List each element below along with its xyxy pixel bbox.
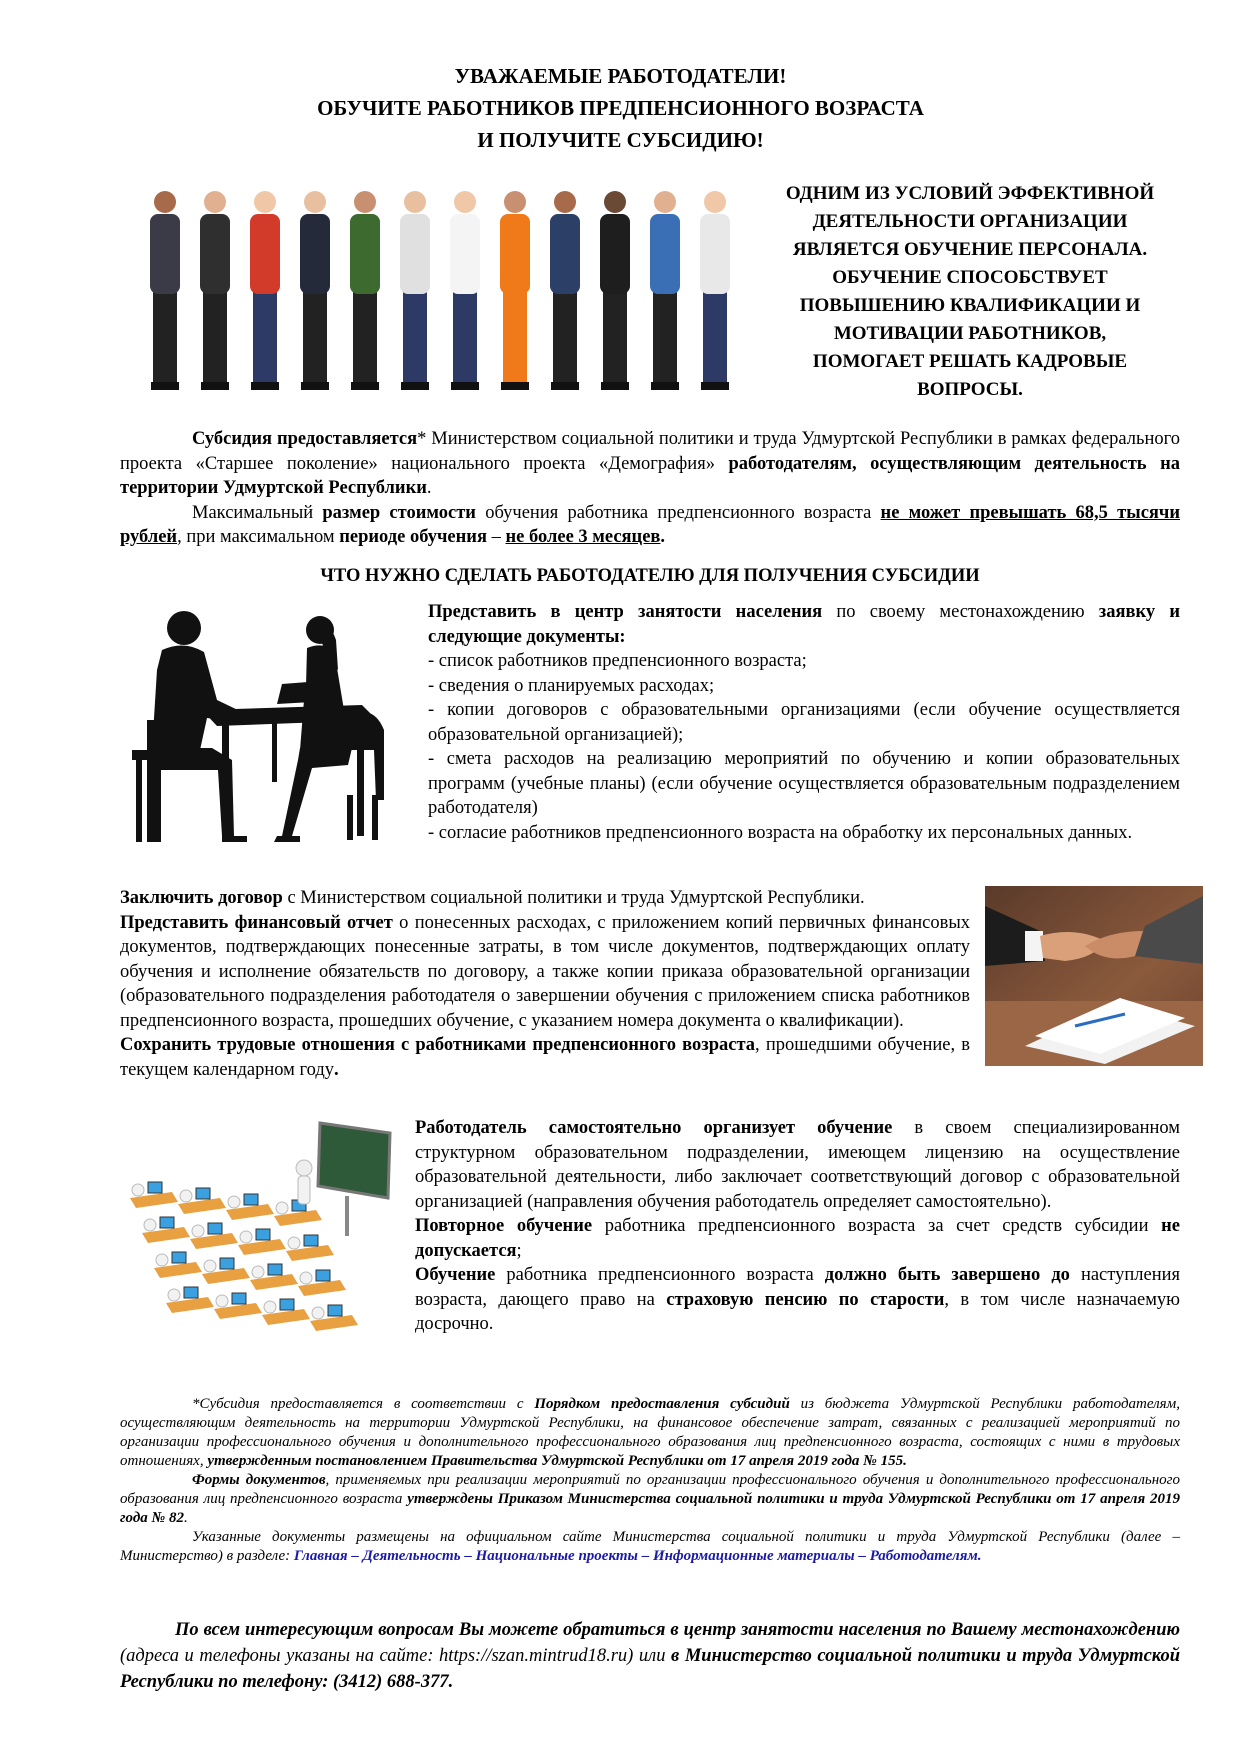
student-desk — [166, 1287, 214, 1313]
document-list-item: - смета расходов на реализацию мероприятий по обучению и копии образовательных программ (учебные планы) (если обучение осуществляется образовательным подразделением работодателя) — [428, 749, 1180, 818]
title-line-3: И ПОЛУЧИТЕ СУБСИДИЮ! — [477, 128, 764, 152]
student-desk — [274, 1200, 322, 1226]
worker-figure — [650, 191, 680, 390]
student-desk — [250, 1264, 298, 1290]
workers-group-image — [140, 180, 740, 395]
subsidy-paragraph: Субсидия предоставляется* Министерством социальной политики и труда Удмуртской Республики в рамках федерального проекта «Старшее поколение» национального проекта «Демография» работодателям, осуществляющим деятельность на территории Удмуртской Республики. Максимальный размер стоимости обучения работника предпенсионного возраста не может превышать 68,5 тысячи рублей, при максимальном периоде обучения – не более 3 месяцев. — [120, 427, 1180, 550]
document-list-item: - согласие работников предпенсионного возраста на обработку их персональных данных. — [428, 822, 1133, 843]
intro-line: ОДНИМ ИЗ УСЛОВИЙ ЭФФЕКТИВНОЙ — [785, 183, 1155, 204]
step-organize-training: Работодатель самостоятельно организует обучение в своем специализированном структурном образовательном подразделении, имеющем лицензию на осуществление образовательной деятельности, либо заключает соответствующий договор с образовательной организацией (направления обучения работодатель определяет самостоятельно). Повторное обучение работника предпенсионного возраста за счет средств субсидии не допускается; Обучение работника предпенсионного возраста должно быть завершено до наступления возраста, дающего право на страховую пенсию по старости, в том числе назначаемую досрочно. — [415, 1118, 1181, 1334]
student-desk — [130, 1182, 178, 1208]
step-contract-report: Заключить договор с Министерством социальной политики и труда Удмуртской Республики. Представить финансовый отчет о понесенных расходах, с приложением копий первичных финансовых документов, подтверждающих понесенные затраты, в том числе документов, подтверждающих оплату обучения и исполнение обязательств по договору, а также копии приказа образовательной организации (образовательного подразделения работодателя о завершении обучения с приложением списка работников предпенсионного возраста, прошедших обучение, с указанием номера документа о квалификации). Сохранить трудовые отношения с работниками предпенсионного возраста, прошедшими обучение, в текущем календарном году. — [120, 888, 971, 1080]
student-desk — [142, 1217, 190, 1243]
footnote: *Субсидия предоставляется в соответствии с Порядком предоставления субсидий из бюджета Удмуртской Республики работодателям, осуществляющим деятельность на территории Удмуртской Республики, на финансовое обеспечение затрат, связанных с реализацией мероприятий по организации профессионального обучения и дополнительного профессионального образования лиц предпенсионного возраста, состоящих с ними в трудовых отношениях, утвержденным постановлением Правительства Удмуртской Республики от 17 апреля 2019 года № 155. Формы документов, применяемых при реализации мероприятий по организации профессионального обучения и дополнительного профессионального образования лиц предпенсионного возраста утверждены Приказом Министерства социальной политики и труда Удмуртской Республики от 17 апреля 2019 года № 82. Указанные документы размещены на официальном сайте Министерства социальной политики и труда Удмуртской Республики (далее – Министерство) в разделе: Главная – Деятельность – Национальные проекты – Информационные материалы – Работодателям. — [120, 1396, 1180, 1564]
section-heading: ЧТО НУЖНО СДЕЛАТЬ РАБОТОДАТЕЛЮ ДЛЯ ПОЛУЧЕНИЯ СУБСИДИИ — [320, 566, 980, 586]
worker-figure — [350, 191, 380, 390]
document-list-item: - список работников предпенсионного возраста; — [428, 651, 807, 671]
student-desk — [154, 1252, 202, 1278]
intro-line: ЯВЛЯЕТСЯ ОБУЧЕНИЕ ПЕРСОНАЛА. — [792, 239, 1148, 260]
worker-figure — [150, 191, 180, 390]
worker-figure — [500, 191, 530, 390]
student-desk — [178, 1188, 226, 1214]
meeting-silhouette-image — [122, 600, 422, 845]
intro-line: ДЕЯТЕЛЬНОСТИ ОРГАНИЗАЦИИ — [812, 211, 1128, 232]
worker-figure — [600, 191, 630, 390]
student-desk — [190, 1223, 238, 1249]
student-desk — [310, 1305, 358, 1331]
student-desk — [214, 1293, 262, 1319]
intro-statement — [760, 180, 1180, 404]
title-line-2: ОБУЧИТЕ РАБОТНИКОВ ПРЕДПЕНСИОННОГО ВОЗРАСТА — [317, 96, 924, 120]
student-desk — [226, 1194, 274, 1220]
student-desk — [238, 1229, 286, 1255]
student-desk — [262, 1299, 310, 1325]
ministry-section-link[interactable]: Главная – Деятельность – Национальные проекты – Информационные материалы – Работодателям. — [293, 1548, 982, 1564]
document-list-item: - копии договоров с образовательными организациями (если обучение осуществляется образовательной организацией); — [428, 700, 1180, 745]
student-desk — [202, 1258, 250, 1284]
worker-figure — [300, 191, 330, 390]
contact-info: По всем интересующим вопросам Вы можете обратиться в центр занятости населения по Вашему местонахождению (адреса и телефоны указаны на сайте: https://szan.mintrud18.ru) или в Министерство социальной политики и труда Удмуртской Республики по телефону: (3412) 688-377. — [120, 1620, 1180, 1692]
student-desk — [286, 1235, 334, 1261]
worker-figure — [450, 191, 480, 390]
classroom-illustration — [120, 1118, 400, 1343]
handshake-photo — [985, 886, 1203, 1066]
worker-figure — [400, 191, 430, 390]
max-cost-paragraph: Максимальный размер стоимости обучения работника предпенсионного возраста не может превышать 68,5 тысячи рублей, при максимальном периоде обучения – не более 3 месяцев. — [120, 502, 1181, 547]
worker-figure — [250, 191, 280, 390]
student-desk — [298, 1270, 346, 1296]
intro-line: ПОВЫШЕНИЮ КВАЛИФИКАЦИИ И — [799, 295, 1141, 316]
document-list-item: - сведения о планируемых расходах; — [428, 675, 715, 696]
intro-line: ОБУЧЕНИЕ СПОСОБСТВУЕТ — [832, 267, 1108, 288]
title-line-1: УВАЖАЕМЫЕ РАБОТОДАТЕЛИ! — [454, 64, 787, 88]
intro-line: МОТИВАЦИИ РАБОТНИКОВ, — [833, 323, 1107, 344]
worker-figure — [700, 191, 730, 390]
worker-figure — [200, 191, 230, 390]
step-submit-documents: Представить в центр занятости населения по своему местонахождению заявку и следующие документы: - список работников предпенсионного возраста; - сведения о планируемых расходах; - копии договоров с образовательными организациями (если обучение осуществляется образовательной организацией); - смета расходов на реализацию мероприятий по обучению и копии образовательных программ (учебные планы) (если обучение осуществляется образовательным подразделением работодателя) - согласие работников предпенсионного возраста на обработку их персональных данных. — [428, 600, 1180, 845]
page-title — [0, 60, 1241, 156]
worker-figure — [550, 191, 580, 390]
intro-line: ВОПРОСЫ. — [917, 379, 1023, 400]
intro-line: ПОМОГАЕТ РЕШАТЬ КАДРОВЫЕ — [812, 351, 1128, 372]
